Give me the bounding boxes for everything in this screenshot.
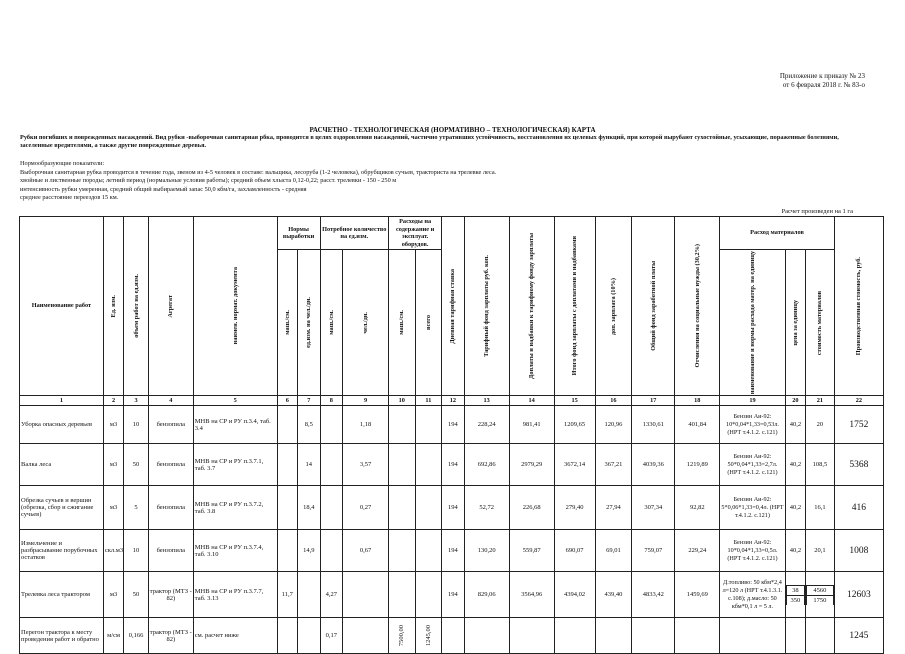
- norm-indicators-heading: Нормообразующие показатели:: [20, 160, 105, 167]
- header-daily-rate: Дневная тарифная ставка: [442, 217, 464, 396]
- calculation-note: Расчет произведен на 1 га: [781, 208, 853, 215]
- table-row: Обрезка сучьев и вершин (обрезка, сбор и сжигание сучьев) м3 5 бензопила МНВ на СР и РУ п.3.7.2, таб. 3.8 18,4 0,27 194 52,72 226,68 279,40 27,94 307,34 92,82 Бензин Аи-92: 5*0,06*1,33=0,4л. (НРТ т.4.1.2. с.121) 40,2 16,1 416: [20, 486, 884, 530]
- norm-indicators-line: хвойные и лиственные породы; летний период (нормальные условия работы); средний объем хлыста 0,12-0,22; расст. трелевки - 150 - 250 м: [20, 177, 397, 185]
- appendix-line-2: от 6 февраля 2018 г. № 83-о: [782, 81, 865, 89]
- header-general-fund: Общий фонд заработной платы: [632, 217, 675, 396]
- cost-table: [19, 216, 884, 654]
- header-need-chel: чел./дн.: [343, 250, 389, 396]
- price-split-cell: 38 350: [785, 572, 805, 618]
- header-norms: Нормы выработки: [277, 217, 320, 250]
- header-normdoc: наимен. нормат. документа: [193, 217, 277, 396]
- norm-indicators-line: Выборочная санитарная рубка проводится в течение года, звеном из 4-5 человек в составе: вальщика, лесоруба (1-2 человека), обрубщиков сучьев, тракториста на трелевке леса.: [20, 168, 497, 176]
- mat-cost-split-cell: 4560 1750: [806, 572, 835, 618]
- header-name: Наименование работ: [20, 217, 104, 396]
- header-add-salary: доп. зарплата (10%): [595, 217, 632, 396]
- document-subtitle: Рубки погибших и поврежденных насаждений. Вид рубки -выборочная санитарная рбка, проводится в целях оздоровления насаждений, частично утративших устойчивость, восстановления их целевых функций, при которой вырубают сухостойные, усыхающие, пораженные болезнями, заселенные вредителями, а также другие поврежденные деревья.: [20, 134, 839, 150]
- header-aggregate: Агрегат: [148, 217, 193, 396]
- norm-indicators: [20, 160, 840, 203]
- header-prod-cost: Производственная стоимость, руб.: [834, 217, 883, 396]
- cost-mash-value: 7500,00: [398, 625, 406, 647]
- header-total-fund: Итого фонд зарплаты с доплатами и надбавками: [554, 217, 595, 396]
- header-materials: Расход материалов: [720, 217, 835, 250]
- header-mat-name: наименование и нормы расхода матер. на единицу: [720, 250, 785, 396]
- header-mat-price: цена за единицу: [785, 250, 805, 396]
- header-norm-mash: маш./см.: [277, 250, 297, 396]
- header-social: Отчисления на социальные нужды (30,2%): [675, 217, 720, 396]
- header-need: Потребное количество на ед.изм.: [320, 217, 388, 250]
- table-row: Перегон трактора к месту проведения работ и обратно м/см 0,166 трактор (МТЗ - 82) см. расчет ниже 0,17 7500,00 1245,00 1245: [20, 618, 884, 654]
- appendix-reference: [665, 72, 865, 90]
- header-cost-total: всего: [415, 250, 442, 396]
- table-row: Измельчение и разбрасывание порубочных остатков скл.м3 10 бензопила МНВ на СР и РУ п.3.7.4, таб. 3.10 14,9 0,67 194 130,20 559,87 690,07 69,01 759,07 229,24 Бензин Аи-92: 10*0,04*1,33=0,5л. (НРТ т.4.1.2. с.121) 40,2 20,1 1008: [20, 530, 884, 572]
- appendix-line-1: Приложение к приказу № 23: [779, 72, 865, 80]
- header-norm-ed: ед.изм. на чел./дн.: [298, 250, 320, 396]
- header-costs: Расходы на содержание и эксплуат. оборудов.: [389, 217, 442, 250]
- table-row: Валка леса м3 50 бензопила МНВ на СР и РУ п.3.7.1, таб. 3.7 14 3,57 194 692,86 2979,29 3672,14 367,21 4039,36 1219,89 Бензин Аи-92: 50*0,04*1,33=2,7л. (НРТ т.4.1.2. с.121) 40,2 108,5 5368: [20, 444, 884, 486]
- header-tariff-fund: Тарифный фонд зарплаты руб. коп.: [464, 217, 509, 396]
- table-row: Трелевка леса трактором м3 50 трактор (МТЗ - 82) МНВ на СР и РУ п.3.7.7, таб. 3.13 11,7 4,27 194 829,06 3564,96 4394,02 439,40 4833,42 1459,69 Д.топливо: 50 кбм*2,4 л=120 л (НРТ т.4.1.3.1. с.108); д.масло: 50 кбм*0,1 л = 5 л. 38 350 4560 1750 12603: [20, 572, 884, 618]
- header-mat-cost: стоимость материалов: [806, 250, 835, 396]
- norm-indicators-line: среднее расстояние переездов 15 км.: [20, 194, 119, 202]
- norm-indicators-line: интенсивность рубки умеренная, средний общий выбираемый запас 50,0 кбм/га, захламленность - средняя: [20, 185, 307, 193]
- document-title: РАСЧЕТНО - ТЕХНОЛОГИЧЕСКАЯ (НОРМАТИВНО – ТЕХНОЛОГИЧЕСКАЯ) КАРТА: [309, 126, 596, 134]
- table-row: Уборка опасных деревьев м3 10 бензопила МНВ на СР и РУ п.3.4, таб. 3.4 8,5 1,18 194 228,24 981,41 1209,65 120,96 1330,61 401,84 Бензин Аи-92: 10*0,04*1,33=0,53л. (НРТ т.4.1.2. с.121) 40,2 20 1752: [20, 406, 884, 444]
- header-unit: Ед. изм.: [103, 217, 123, 396]
- header-volume: объем работ на ед.изм.: [124, 217, 149, 396]
- header-cost-mash: маш./см.: [389, 250, 416, 396]
- column-number-row: 1 2 3 4 5 6 7 8 9 10 11 12 13 14 15 16 17 18 19 20 21 22: [20, 396, 884, 406]
- header-bonuses: Доплаты и надбавки к тарифному фонду зарплаты: [509, 217, 554, 396]
- header-need-mash: маш./см.: [320, 250, 342, 396]
- cost-total-value: 1245,00: [424, 625, 432, 647]
